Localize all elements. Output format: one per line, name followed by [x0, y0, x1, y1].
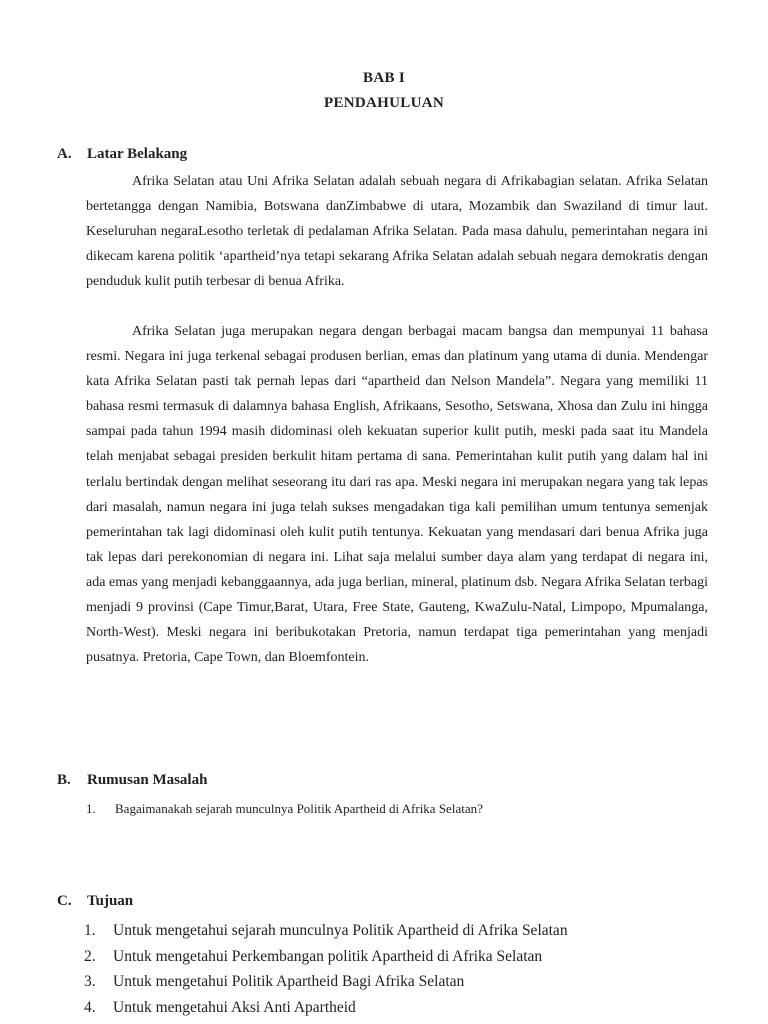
section-c-heading [57, 893, 133, 910]
list-item-number: 1. [84, 922, 96, 939]
list-item [86, 801, 483, 817]
list-item [84, 969, 568, 995]
list-item [84, 995, 568, 1021]
objective-list [84, 918, 568, 1020]
section-c-letter: C. [57, 893, 72, 909]
list-item-number: 2. [84, 947, 96, 965]
list-item [84, 944, 568, 970]
list-item-text: Untuk mengetahui Aksi Anti Apartheid [113, 998, 356, 1016]
section-a-letter: A. [57, 146, 72, 162]
section-a-title: Latar Belakang [87, 146, 188, 162]
list-item-number: 3. [84, 973, 96, 990]
list-item-text: Bagaimanakah sejarah munculnya Politik Apartheid di Afrika Selatan? [115, 801, 483, 816]
problem-list [86, 801, 483, 817]
list-item-number: 4. [84, 998, 96, 1016]
list-item-text: Untuk mengetahui Politik Apartheid Bagi Afrika Selatan [113, 973, 465, 990]
chapter-number: BAB I [363, 70, 405, 86]
list-item [84, 918, 568, 944]
list-item-text: Untuk mengetahui Perkembangan politik Apartheid di Afrika Selatan [113, 947, 543, 965]
section-b-title: Rumusan Masalah [87, 772, 208, 788]
paragraph-1: Afrika Selatan atau Uni Afrika Selatan adalah sebuah negara di Afrikabagian selatan. Afrika Selatan bertetangga dengan Namibia, Botswana danZimbabwe di utara, Mozambik dan Swaziland di timur laut. Keseluruhan negaraLesotho terletak di pedalaman Afrika Selatan. Pada masa dahulu, pemerintahan negara ini dikecam karena politik ‘apartheid’nya tetapi sekarang Afrika Selatan adalah sebuah negara demokratis dengan penduduk kulit putih terbesar di benua Afrika. [86, 174, 708, 290]
paragraph-2: Afrika Selatan juga merupakan negara dengan berbagai macam bangsa dan mempunyai 11 bahasa resmi. Negara ini juga terkenal sebagai produsen berlian, emas dan platinum yang utama di dunia. Mendengar kata Afrika Selatan pasti tak pernah lepas dari “apartheid dan Nelson Mandela”. Negara yang memiliki 11 bahasa resmi termasuk di dalamnya bahasa English, Afrikaans, Sesotho, Setswana, Xhosa dan Zulu ini hingga sampai pada tahun 1994 masih didominasi oleh kekuatan superior kulit putih, meski pada saat itu Mandela telah menjabat sebagai presiden berkulit hitam pertama di sana. Pemerintahan kulit putih yang dalam hal ini terlalu bertindak dengan melihat seseorang itu dari ras apa. Meski negara ini merupakan negara yang tak lepas dari masalah, namun negara ini juga telah sukses mengadakan tiga kali pemilihan umum tentunya semenjak pemerintahan tak lagi didominasi oleh kulit putih tentunya. Kekuatan yang mendasari dari benua Afrika juga tak lepas dari perekonomian di negara ini. Lihat saja melalui sumber daya alam yang terdapat di negara ini, ada emas yang menjadi kebanggaannya, ada juga berlian, mineral, platinum dsb. Negara Afrika Selatan terbagi menjadi 9 provinsi (Cape Timur,Barat, Utara, Free State, Gauteng, KwaZulu-Natal, Limpopo, Mpumalanga, North-West). Meski negara ini beribukotakan Pretoria, namun terdapat tiga pemerintahan yang menjadi pusatnya. Pretoria, Cape Town, dan Bloemfontein. [86, 324, 708, 666]
section-b-letter: B. [57, 772, 71, 788]
section-a-heading [57, 146, 187, 163]
section-c-title: Tujuan [87, 893, 134, 909]
section-b-heading [57, 772, 207, 789]
chapter-title: PENDAHULUAN [324, 95, 444, 111]
list-item-number: 1. [86, 801, 96, 816]
list-item-text: Untuk mengetahui sejarah munculnya Politik Apartheid di Afrika Selatan [113, 922, 568, 939]
